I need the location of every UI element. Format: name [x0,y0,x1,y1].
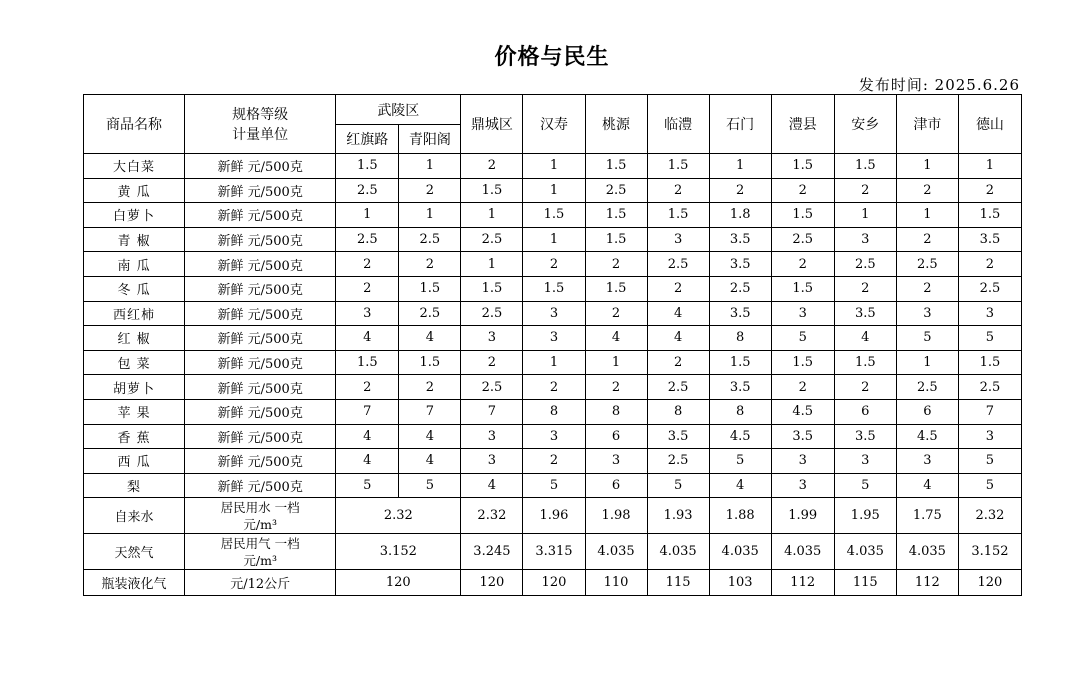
price-cell: 4.035 [585,534,647,570]
price-cell: 2 [896,227,958,252]
price-cell: 4.5 [896,424,958,449]
spec-line1: 居民用气 一档 [220,535,300,551]
table-row [84,227,1022,252]
table-row [84,326,1022,351]
price-cell: 120 [336,570,461,596]
table-row [84,473,1022,498]
price-cell: 2.5 [958,276,1021,301]
price-cell: 2.32 [958,498,1021,534]
price-cell: 4.035 [896,534,958,570]
price-cell: 1 [585,350,647,375]
price-cell: 1 [461,252,523,277]
price-cell: 1.5 [709,350,771,375]
price-cell: 2 [336,375,399,400]
price-cell: 1 [896,154,958,179]
price-cell: 4.035 [647,534,709,570]
price-cell: 1.5 [771,350,834,375]
price-cell: 2.5 [399,301,461,326]
price-cell: 1.5 [585,154,647,179]
price-cell: 5 [647,473,709,498]
table-row [84,178,1022,203]
price-cell: 3 [461,424,523,449]
price-cell: 2.32 [461,498,523,534]
product-spec: 新鲜 元/500克 [185,375,336,400]
price-cell: 5 [336,473,399,498]
product-name: 瓶装液化气 [84,570,185,596]
price-cell: 4.035 [834,534,896,570]
price-cell: 1.5 [771,203,834,228]
price-cell: 1.5 [958,203,1021,228]
price-cell: 3.315 [523,534,585,570]
price-cell: 1 [461,203,523,228]
header-district: 安乡 [834,95,896,154]
price-cell: 1 [834,203,896,228]
table-row [84,203,1022,228]
header-district: 汉寿 [523,95,585,154]
price-cell: 2.5 [399,227,461,252]
price-cell: 5 [958,473,1021,498]
price-cell: 2 [896,276,958,301]
price-cell: 3 [523,424,585,449]
table-row [84,498,1022,534]
price-cell: 1 [958,154,1021,179]
price-cell: 1.88 [709,498,771,534]
price-cell: 1.5 [585,276,647,301]
product-spec [185,534,336,570]
price-cell: 1 [399,154,461,179]
product-spec: 新鲜 元/500克 [185,350,336,375]
product-spec: 新鲜 元/500克 [185,326,336,351]
price-cell: 3 [958,424,1021,449]
price-cell: 2 [647,350,709,375]
price-cell: 2 [834,375,896,400]
price-cell: 1.75 [896,498,958,534]
price-cell: 3.5 [709,252,771,277]
price-cell: 5 [523,473,585,498]
price-cell: 4 [647,326,709,351]
price-cell: 7 [958,399,1021,424]
header-district: 津市 [896,95,958,154]
price-cell: 112 [896,570,958,596]
price-cell: 2 [461,350,523,375]
product-name: 白萝卜 [84,203,185,228]
price-cell: 3 [834,227,896,252]
product-spec: 新鲜 元/500克 [185,473,336,498]
price-cell: 110 [585,570,647,596]
price-cell: 2.5 [461,301,523,326]
page-title: 价格与民生 [494,45,610,70]
price-cell: 2 [585,375,647,400]
price-cell: 1.5 [461,276,523,301]
product-spec [185,498,336,534]
price-cell: 5 [399,473,461,498]
price-cell: 3.5 [709,301,771,326]
price-cell: 3 [461,326,523,351]
table-row [84,424,1022,449]
table-row [84,301,1022,326]
price-cell: 1.5 [336,154,399,179]
price-cell: 3.5 [958,227,1021,252]
price-cell: 1.95 [834,498,896,534]
price-cell: 1 [523,178,585,203]
price-cell: 2.5 [647,252,709,277]
price-cell: 2 [585,252,647,277]
price-cell: 5 [709,449,771,474]
price-cell: 4 [399,326,461,351]
price-cell: 2.5 [834,252,896,277]
price-cell: 6 [896,399,958,424]
price-cell: 3 [523,301,585,326]
price-cell: 1.5 [834,154,896,179]
price-cell: 3.152 [958,534,1021,570]
header-hongqilu: 红旗路 [336,125,399,154]
price-cell: 3 [523,326,585,351]
product-name: 黄 瓜 [84,178,185,203]
table-row [84,570,1022,596]
price-cell: 1.8 [709,203,771,228]
price-cell: 2 [647,276,709,301]
price-cell: 112 [771,570,834,596]
product-spec: 新鲜 元/500克 [185,227,336,252]
price-cell: 3 [771,301,834,326]
price-cell: 3 [647,227,709,252]
product-spec: 新鲜 元/500克 [185,178,336,203]
price-cell: 2.5 [336,178,399,203]
price-cell: 3.5 [771,424,834,449]
price-cell: 120 [461,570,523,596]
table-row [84,534,1022,570]
product-name: 冬 瓜 [84,276,185,301]
product-spec: 新鲜 元/500克 [185,424,336,449]
price-cell: 5 [834,473,896,498]
price-cell: 2 [896,178,958,203]
product-name: 西红柿 [84,301,185,326]
header-spec [185,95,336,154]
product-name: 梨 [84,473,185,498]
price-cell: 4.035 [709,534,771,570]
table-row [84,154,1022,179]
price-cell: 2 [399,252,461,277]
product-name: 香 蕉 [84,424,185,449]
price-cell: 3 [461,449,523,474]
price-table [83,94,1022,596]
price-cell: 2 [461,154,523,179]
price-cell: 7 [399,399,461,424]
price-cell: 8 [523,399,585,424]
product-spec: 新鲜 元/500克 [185,252,336,277]
price-cell: 6 [834,399,896,424]
price-cell: 7 [461,399,523,424]
table-row [84,252,1022,277]
price-cell: 1.5 [834,350,896,375]
price-cell: 1.5 [958,350,1021,375]
price-cell: 1 [896,350,958,375]
price-cell: 8 [647,399,709,424]
price-cell: 1.96 [523,498,585,534]
product-name: 包 菜 [84,350,185,375]
price-cell: 2.5 [896,375,958,400]
header-spec-line1: 规格等级 [232,107,289,123]
price-cell: 2.5 [709,276,771,301]
product-spec: 新鲜 元/500克 [185,301,336,326]
price-cell: 2 [336,252,399,277]
header-district: 桃源 [585,95,647,154]
price-cell: 5 [771,326,834,351]
price-cell: 1 [336,203,399,228]
price-cell: 3.245 [461,534,523,570]
spec-line1: 居民用水 一档 [220,499,300,515]
price-cell: 8 [585,399,647,424]
price-table-body [84,154,1022,596]
price-cell: 1.5 [585,227,647,252]
table-row [84,350,1022,375]
price-cell: 1.5 [523,203,585,228]
price-cell: 4 [399,424,461,449]
price-cell: 1.5 [523,276,585,301]
price-cell: 1.5 [771,154,834,179]
price-cell: 2 [709,178,771,203]
product-name: 西 瓜 [84,449,185,474]
price-cell: 2.32 [336,498,461,534]
table-row [84,399,1022,424]
product-spec: 新鲜 元/500克 [185,449,336,474]
price-cell: 3 [585,449,647,474]
product-name: 天然气 [84,534,185,570]
price-cell: 3 [771,473,834,498]
price-cell: 2 [834,178,896,203]
product-spec: 新鲜 元/500克 [185,399,336,424]
price-cell: 2.5 [461,375,523,400]
product-name: 苹 果 [84,399,185,424]
price-cell: 115 [647,570,709,596]
price-cell: 1.5 [585,203,647,228]
price-cell: 2.5 [647,449,709,474]
price-cell: 2 [585,301,647,326]
spec-line2: 元/m³ [243,516,277,532]
price-cell: 2 [523,375,585,400]
price-cell: 8 [709,326,771,351]
product-name: 红 椒 [84,326,185,351]
price-cell: 4 [336,449,399,474]
price-cell: 120 [958,570,1021,596]
header-district: 石门 [709,95,771,154]
price-cell: 2.5 [771,227,834,252]
price-cell: 1.5 [399,276,461,301]
price-cell: 103 [709,570,771,596]
price-cell: 4.035 [771,534,834,570]
price-cell: 2 [771,375,834,400]
price-cell: 6 [585,473,647,498]
price-cell: 4 [834,326,896,351]
header-district: 德山 [958,95,1021,154]
price-cell: 5 [958,449,1021,474]
price-cell: 1.5 [647,154,709,179]
price-cell: 1 [399,203,461,228]
price-cell: 2.5 [896,252,958,277]
header-district: 鼎城区 [461,95,523,154]
price-cell: 1.93 [647,498,709,534]
table-row [84,375,1022,400]
price-cell: 3 [834,449,896,474]
header-qingyangge: 青阳阁 [399,125,461,154]
price-cell: 3 [896,301,958,326]
price-cell: 8 [709,399,771,424]
price-cell: 3.5 [709,227,771,252]
price-cell: 2.5 [461,227,523,252]
price-cell: 3.5 [834,301,896,326]
price-cell: 3.5 [709,375,771,400]
price-cell: 115 [834,570,896,596]
price-cell: 3 [771,449,834,474]
header-spec-line2: 计量单位 [232,127,289,143]
price-cell: 2 [523,252,585,277]
price-cell: 1.5 [336,350,399,375]
price-cell: 4 [585,326,647,351]
price-cell: 4 [461,473,523,498]
price-cell: 2 [399,178,461,203]
price-cell: 2.5 [336,227,399,252]
product-spec: 元/12公斤 [185,570,336,596]
table-row [84,276,1022,301]
price-cell: 4 [399,449,461,474]
price-cell: 3.5 [834,424,896,449]
price-cell: 1 [523,227,585,252]
price-cell: 2 [958,252,1021,277]
header-district: 澧县 [771,95,834,154]
price-cell: 4 [709,473,771,498]
price-cell: 3 [958,301,1021,326]
price-cell: 4.5 [709,424,771,449]
price-cell: 5 [896,326,958,351]
price-cell: 4 [336,326,399,351]
spec-line2: 元/m³ [243,552,277,568]
price-cell: 1.99 [771,498,834,534]
price-cell: 7 [336,399,399,424]
price-cell: 4 [336,424,399,449]
price-cell: 3 [896,449,958,474]
price-cell: 2.5 [585,178,647,203]
price-cell: 1 [523,350,585,375]
product-spec: 新鲜 元/500克 [185,154,336,179]
price-cell: 2 [399,375,461,400]
price-cell: 5 [958,326,1021,351]
price-cell: 120 [523,570,585,596]
price-cell: 2 [336,276,399,301]
price-cell: 1 [709,154,771,179]
price-cell: 4 [647,301,709,326]
header-product: 商品名称 [84,95,185,154]
price-cell: 1 [896,203,958,228]
table-row [84,449,1022,474]
price-cell: 1.5 [647,203,709,228]
price-cell: 1 [523,154,585,179]
price-cell: 6 [585,424,647,449]
price-cell: 3 [336,301,399,326]
price-cell: 3.152 [336,534,461,570]
product-name: 大白菜 [84,154,185,179]
price-cell: 4 [896,473,958,498]
header-wuling: 武陵区 [336,95,461,125]
price-cell: 1.5 [461,178,523,203]
price-cell: 2 [771,178,834,203]
product-name: 胡萝卜 [84,375,185,400]
price-cell: 4.5 [771,399,834,424]
price-cell: 2 [958,178,1021,203]
price-cell: 1.98 [585,498,647,534]
product-name: 南 瓜 [84,252,185,277]
header-district: 临澧 [647,95,709,154]
publish-date: 发布时间: 2025.6.26 [858,76,1020,94]
product-spec: 新鲜 元/500克 [185,276,336,301]
price-cell: 2 [523,449,585,474]
price-cell: 3.5 [647,424,709,449]
product-name: 自来水 [84,498,185,534]
price-cell: 1.5 [399,350,461,375]
price-cell: 2.5 [647,375,709,400]
price-cell: 2 [771,252,834,277]
product-name: 青 椒 [84,227,185,252]
product-spec: 新鲜 元/500克 [185,203,336,228]
price-cell: 2 [647,178,709,203]
price-cell: 2.5 [958,375,1021,400]
price-cell: 1.5 [771,276,834,301]
price-cell: 2 [834,276,896,301]
